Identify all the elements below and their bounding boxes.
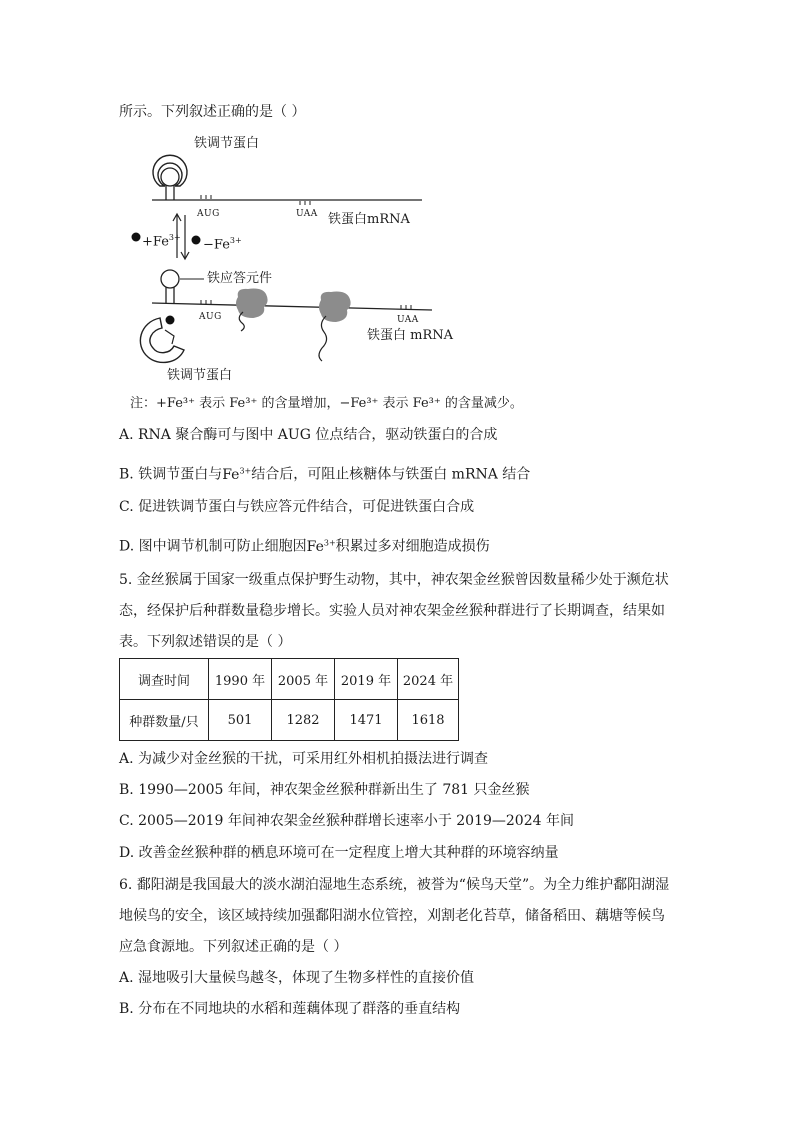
- fe-ion-d: [307, 539, 336, 555]
- q5-stem-line-2: 态，经保护后种群数量稳步增长。实验人员对神农架金丝猴种群进行了长期调查，结果如: [119, 603, 665, 619]
- count-cell: 1282: [272, 700, 335, 741]
- bottom-aug-label: AUG: [199, 312, 222, 322]
- q5-option-b: B. 1990—2005 年间，神农架金丝猴种群新出生了 781 只金丝猴: [119, 782, 530, 798]
- minus-fe-text: −Fe: [203, 237, 230, 253]
- minus-fe-charge: 3+: [229, 236, 242, 245]
- peptide-long: [319, 316, 327, 361]
- minus-fe-label: [203, 233, 242, 253]
- q4-option-b-post: 结合后，可阻止核糖体与铁蛋白 mRNA 结合: [251, 466, 531, 483]
- top-aug-label: AUG: [197, 209, 220, 219]
- q5-option-c: C. 2005—2019 年间神农架金丝猴种群增长速率小于 2019—2024 年间: [119, 813, 574, 829]
- bottom-stem-loop: [161, 270, 179, 303]
- fe-ion-b-symbol: Fe: [222, 466, 240, 483]
- header-label-cell: 调查时间: [120, 659, 209, 700]
- fe-ion-d-charge: 3+: [323, 538, 336, 547]
- q4-option-d-pre: D. 图中调节机制可防止细胞因: [119, 538, 307, 555]
- bottom-uaa-label: UAA: [397, 315, 419, 325]
- top-aug-ticks: [201, 195, 211, 199]
- bottom-regulator-label: 铁调节蛋白: [167, 368, 233, 383]
- q4-option-a: A. RNA 聚合酶可与图中 AUG 位点结合，驱动铁蛋白的合成: [119, 427, 498, 443]
- table-header-row: [120, 659, 459, 700]
- q4-option-b-pre: B. 铁调节蛋白与: [119, 466, 223, 483]
- bottom-regulator-protein: [140, 318, 184, 362]
- q5-stem-line-3: 表。下列叙述错误的是（ ）: [119, 634, 292, 650]
- year-cell: 2019 年: [335, 659, 398, 700]
- q4-stem-tail: 所示。下列叙述正确的是（ ）: [119, 104, 306, 120]
- year-cell: 2005 年: [272, 659, 335, 700]
- fe-dot-bound: [166, 316, 175, 325]
- q5-stem-line-1: 5. 金丝猴属于国家一级重点保护野生动物，其中，神农架金丝猴曾因数量稀少处于濒危状: [119, 572, 669, 588]
- figure-note: 注：+Fe³⁺ 表示 Fe³⁺ 的含量增加，−Fe³⁺ 表示 Fe³⁺ 的含量减少。: [130, 396, 523, 411]
- q6-option-b: B. 分布在不同地块的水稻和莲藕体现了群落的垂直结构: [119, 1001, 461, 1017]
- top-uaa-ticks: [300, 201, 310, 205]
- q4-option-c: C. 促进铁调节蛋白与铁应答元件结合，可促进铁蛋白合成: [119, 499, 475, 515]
- q5-option-a: A. 为减少对金丝猴的干扰，可采用红外相机拍摄法进行调查: [119, 751, 489, 767]
- count-cell: 501: [209, 700, 272, 741]
- top-stem-loop: [161, 168, 179, 200]
- q6-stem-line-2: 地候鸟的安全，该区域持续加强鄱阳湖水位管控，刈割老化苔草，储备稻田、藕塘等候鸟: [119, 908, 665, 924]
- bottom-aug-ticks: [201, 300, 211, 304]
- top-regulator-label: 铁调节蛋白: [194, 136, 260, 151]
- down-arrow: [181, 215, 189, 259]
- q6-stem-line-1: 6. 鄱阳湖是我国最大的淡水湖泊湿地生态系统，被誉为“候鸟天堂”。为全力维护鄱阳湖湿: [119, 877, 670, 893]
- bottom-mrna-strand: [152, 303, 432, 310]
- ribosome-2: [319, 292, 351, 322]
- row-label-cell: 种群数量/只: [120, 700, 209, 741]
- response-element-label: 铁应答元件: [207, 271, 273, 286]
- count-cell: 1618: [398, 700, 459, 741]
- top-mrna-label: 铁蛋白mRNA: [328, 212, 410, 227]
- fe-ion-d-symbol: Fe: [306, 538, 324, 555]
- year-cell: 1990 年: [209, 659, 272, 700]
- plus-fe-label: [142, 230, 181, 250]
- fe-ion-b-charge: 3+: [239, 466, 252, 475]
- year-cell: 2024 年: [398, 659, 459, 700]
- bottom-mrna-label: 铁蛋白 mRNA: [367, 328, 454, 343]
- q6-stem-line-3: 应急食源地。下列叙述正确的是（ ）: [119, 939, 348, 955]
- population-table: [119, 658, 459, 741]
- table-data-row: [120, 700, 459, 741]
- top-uaa-label: UAA: [296, 209, 318, 219]
- count-cell: 1471: [335, 700, 398, 741]
- fe-dot-minus: [192, 236, 201, 245]
- plus-fe-charge: 3+: [168, 233, 181, 242]
- q4-option-b: [119, 461, 530, 485]
- q6-option-a: A. 湿地吸引大量候鸟越冬，体现了生物多样性的直接价值: [119, 970, 475, 986]
- q4-option-d: [119, 533, 490, 557]
- q5-option-d: D. 改善金丝猴种群的栖息环境可在一定程度上增大其种群的环境容纳量: [119, 845, 559, 861]
- fe-dot-plus: [132, 233, 141, 242]
- bottom-uaa-ticks: [401, 305, 411, 309]
- plus-fe-text: +Fe: [142, 234, 169, 250]
- q4-option-d-post: 积累过多对细胞造成损伤: [335, 538, 490, 555]
- fe-ion-b: [222, 467, 251, 483]
